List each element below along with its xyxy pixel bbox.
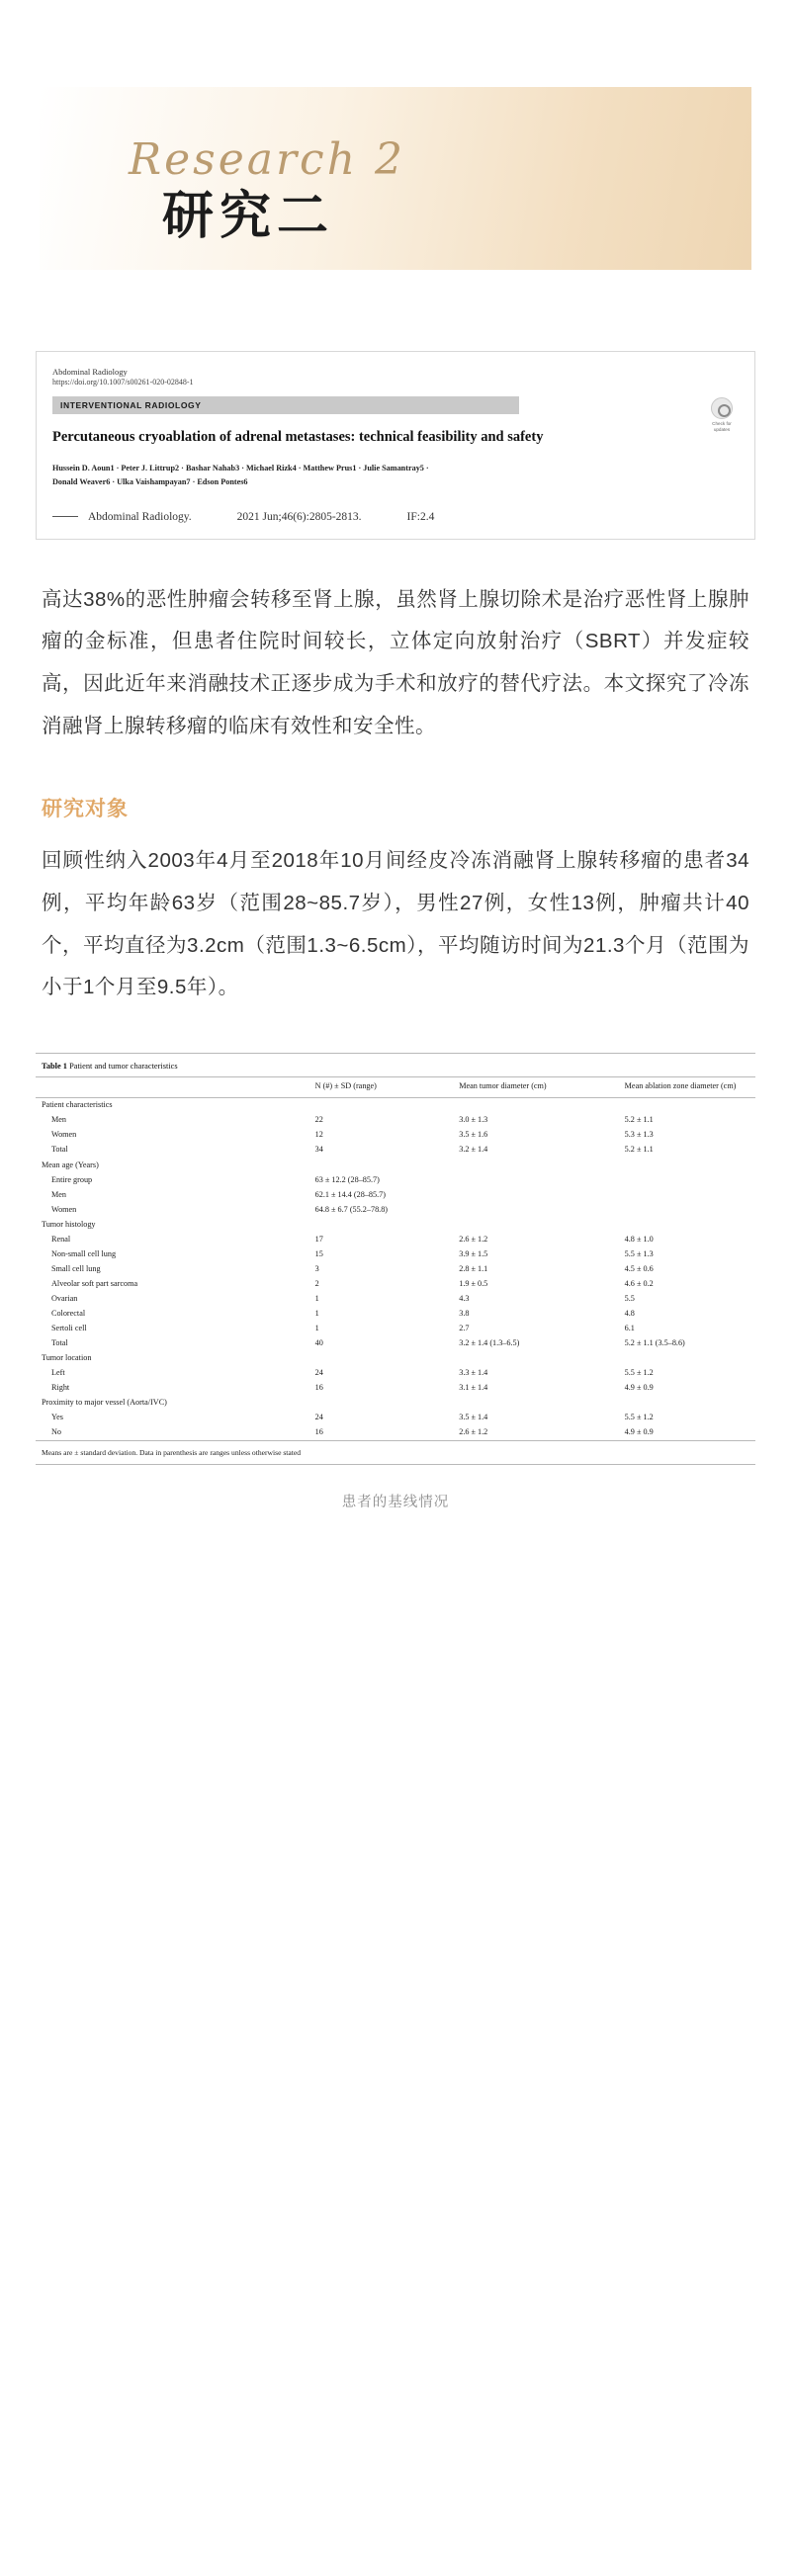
table-cell bbox=[309, 1217, 454, 1232]
table-cell: 40 bbox=[314, 1337, 323, 1347]
table-cell: Ovarian bbox=[51, 1293, 78, 1303]
table-cell: Mean age (Years) bbox=[42, 1159, 99, 1169]
table-cell: 2 bbox=[314, 1278, 319, 1288]
table-cell bbox=[619, 1202, 755, 1217]
table-cell bbox=[453, 1396, 618, 1411]
table-head bbox=[36, 1076, 755, 1097]
table-cell bbox=[619, 1187, 755, 1202]
table-cell: Tumor location bbox=[42, 1352, 92, 1362]
table-row bbox=[36, 1202, 755, 1217]
table-row bbox=[36, 1351, 755, 1366]
table-cell bbox=[619, 1098, 755, 1114]
table-cell bbox=[309, 1396, 454, 1411]
table-cell: 12 bbox=[314, 1130, 323, 1140]
table-figure bbox=[36, 1053, 755, 1465]
citation-impact-factor: IF:2.4 bbox=[406, 510, 435, 523]
table-col-2: Mean tumor diameter (cm) bbox=[453, 1076, 618, 1097]
table-cell bbox=[619, 1217, 755, 1232]
table-row bbox=[36, 1261, 755, 1276]
table-row bbox=[36, 1217, 755, 1232]
table-cell: Entire group bbox=[51, 1174, 93, 1184]
table-cell: 24 bbox=[314, 1413, 323, 1422]
table-cell bbox=[453, 1158, 618, 1172]
table-cell: Yes bbox=[51, 1413, 63, 1422]
table-row bbox=[36, 1336, 755, 1351]
table-cell: Patient characteristics bbox=[42, 1100, 113, 1110]
paper-doi[interactable]: https://doi.org/10.1007/s00261-020-02848-1 bbox=[52, 378, 194, 387]
table-row bbox=[36, 1425, 755, 1440]
table-cell: 3.2 ± 1.4 bbox=[459, 1145, 488, 1155]
table-cell: Small cell lung bbox=[51, 1263, 101, 1273]
table-cell bbox=[453, 1098, 618, 1114]
table-cell: 3.0 ± 1.3 bbox=[459, 1115, 488, 1125]
table-body bbox=[36, 1098, 755, 1440]
table-cell: 2.6 ± 1.2 bbox=[459, 1427, 488, 1437]
table-cell: Non-small cell lung bbox=[51, 1248, 117, 1258]
table-col-3: Mean ablation zone diameter (cm) bbox=[619, 1076, 755, 1097]
paper-authors bbox=[52, 462, 670, 489]
table-row bbox=[36, 1321, 755, 1335]
table-cell: 5.5 ± 1.2 bbox=[624, 1367, 654, 1377]
authors-line-1: Hussein D. Aoun1 · Peter J. Littrup2 · Bashar Nahab3 · Michael Rizk4 · Matthew Prus1 · Julie Samantray5 · bbox=[52, 463, 429, 472]
table-cell: 34 bbox=[314, 1145, 323, 1155]
table-row bbox=[36, 1128, 755, 1143]
table-row bbox=[36, 1232, 755, 1246]
patient-characteristics-table bbox=[36, 1054, 755, 1440]
citation-detail: 2021 Jun;46(6):2805-2813. bbox=[236, 510, 362, 523]
table-cell: Total bbox=[51, 1145, 68, 1155]
table-cell bbox=[453, 1202, 618, 1217]
table-row bbox=[36, 1187, 755, 1202]
table-row bbox=[36, 1113, 755, 1128]
table-row bbox=[36, 1246, 755, 1261]
table-cell bbox=[309, 1158, 454, 1172]
table-note: Means are ± standard deviation. Data in parenthesis are ranges unless otherwise stated bbox=[36, 1440, 755, 1464]
table-cell: 4.6 ± 0.2 bbox=[624, 1278, 654, 1288]
table-cell: 1 bbox=[314, 1308, 319, 1318]
table-cell: Sertoli cell bbox=[51, 1323, 87, 1332]
table-cell bbox=[309, 1098, 454, 1114]
crossmark-icon bbox=[711, 397, 733, 419]
table-label: Table 1 bbox=[42, 1061, 67, 1071]
table-cell bbox=[309, 1351, 454, 1366]
table-cell: 4.9 ± 0.9 bbox=[624, 1427, 654, 1437]
table-header-row bbox=[36, 1076, 755, 1097]
table-cell: 1 bbox=[314, 1323, 319, 1332]
table-cell bbox=[453, 1187, 618, 1202]
intro-paragraph: 高达38%的恶性肿瘤会转移至肾上腺，虽然肾上腺切除术是治疗恶性肾上腺肿瘤的金标准，但患者住院时间较长，立体定向放射治疗（SBRT）并发症较高，因此近年来消融技术正逐步成为手术和放疗的替代疗法。本文探究了冷冻消融肾上腺转移瘤的临床有效性和安全性。 bbox=[42, 587, 749, 737]
table-cell: Alveolar soft part sarcoma bbox=[51, 1278, 138, 1288]
citation-dash-icon bbox=[52, 516, 78, 517]
table-cell: 5.5 bbox=[624, 1293, 635, 1303]
table-col-1: N (#) ± SD (range) bbox=[309, 1076, 454, 1097]
table-cell bbox=[453, 1351, 618, 1366]
table-cell: Men bbox=[51, 1115, 67, 1125]
table-cell: 64.8 ± 6.7 (55.2–78.8) bbox=[314, 1204, 389, 1214]
table-cell: 2.7 bbox=[459, 1323, 470, 1332]
paper-preview-card bbox=[36, 351, 755, 540]
table-cell: Right bbox=[51, 1382, 70, 1392]
table-cell: 3.8 bbox=[459, 1308, 470, 1318]
table-cell: 3.1 ± 1.4 bbox=[459, 1382, 488, 1392]
table-cell: 16 bbox=[314, 1382, 323, 1392]
table-cell: Proximity to major vessel (Aorta/IVC) bbox=[42, 1398, 167, 1408]
table-cell: 2.8 ± 1.1 bbox=[459, 1263, 488, 1273]
table-cell: 5.3 ± 1.3 bbox=[624, 1130, 654, 1140]
table-cell: Renal bbox=[51, 1234, 71, 1244]
table-cell: 5.2 ± 1.1 bbox=[624, 1145, 654, 1155]
table-cell: 22 bbox=[314, 1115, 323, 1125]
table-cell: 3.9 ± 1.5 bbox=[459, 1248, 488, 1258]
table-caption bbox=[36, 1054, 755, 1076]
table-cell: 6.1 bbox=[624, 1323, 635, 1332]
table-row bbox=[36, 1366, 755, 1381]
paper-journal-name: Abdominal Radiology bbox=[52, 367, 128, 377]
table-row bbox=[36, 1291, 755, 1306]
table-cell: Left bbox=[51, 1367, 65, 1377]
table-cell bbox=[453, 1172, 618, 1187]
table-cell: No bbox=[51, 1427, 62, 1437]
header-banner bbox=[40, 87, 751, 270]
table-row bbox=[36, 1411, 755, 1425]
table-row bbox=[36, 1172, 755, 1187]
table-cell bbox=[619, 1158, 755, 1172]
banner-chinese-title: 研究二 bbox=[162, 186, 335, 246]
paper-title: Percutaneous cryoablation of adrenal metastases: technical feasibility and safety bbox=[52, 429, 544, 446]
banner-script-title: Research 2 bbox=[129, 134, 406, 185]
table-cell: 3.3 ± 1.4 bbox=[459, 1367, 488, 1377]
table-cell: 3 bbox=[314, 1263, 319, 1273]
citation-journal: Abdominal Radiology. bbox=[88, 510, 192, 523]
table-cell: 4.5 ± 0.6 bbox=[624, 1263, 654, 1273]
table-cell: 4.8 bbox=[624, 1308, 635, 1318]
table-cell: Total bbox=[51, 1337, 68, 1347]
table-row bbox=[36, 1158, 755, 1172]
paper-citation bbox=[52, 511, 739, 523]
subjects-paragraph: 回顾性纳入2003年4月至2018年10月间经皮冷冻消融肾上腺转移瘤的患者34例，平均年龄63岁（范围28~85.7岁），男性27例，女性13例，肿瘤共计40个，平均直径为3.2cm（范围1.3~6.5cm），平均随访时间为21.3个月（范围为小于1个月至9.5年）。 bbox=[42, 849, 749, 999]
table-row bbox=[36, 1306, 755, 1321]
table-cell: Women bbox=[51, 1130, 77, 1140]
table-cell: 1 bbox=[314, 1293, 319, 1303]
table-cell: 2.6 ± 1.2 bbox=[459, 1234, 488, 1244]
table-cell: 17 bbox=[314, 1234, 323, 1244]
table-cell bbox=[453, 1217, 618, 1232]
table-cell: Tumor histology bbox=[42, 1219, 96, 1229]
table-title: Patient and tumor characteristics bbox=[69, 1061, 178, 1071]
table-row bbox=[36, 1098, 755, 1114]
table-cell: 16 bbox=[314, 1427, 323, 1437]
figure-caption: 患者的基线情况 bbox=[341, 1494, 450, 1510]
table-cell: 3.2 ± 1.4 (1.3–6.5) bbox=[459, 1337, 520, 1347]
table-row bbox=[36, 1381, 755, 1396]
table-cell: 62.1 ± 14.4 (28–85.7) bbox=[314, 1189, 386, 1199]
section-heading-subjects: 研究对象 bbox=[42, 798, 129, 821]
crossmark-label: Check for updates bbox=[712, 421, 732, 432]
table-cell: 4.3 bbox=[459, 1293, 470, 1303]
table-row bbox=[36, 1396, 755, 1411]
table-cell: 5.5 ± 1.2 bbox=[624, 1413, 654, 1422]
crossmark-badge[interactable] bbox=[705, 397, 739, 432]
table-cell: 63 ± 12.2 (28–85.7) bbox=[314, 1174, 380, 1184]
table-cell: Men bbox=[51, 1189, 67, 1199]
table-cell: 3.5 ± 1.4 bbox=[459, 1413, 488, 1422]
table-row bbox=[36, 1276, 755, 1291]
table-cell bbox=[619, 1172, 755, 1187]
table-cell: 1.9 ± 0.5 bbox=[459, 1278, 488, 1288]
table-cell: 5.5 ± 1.3 bbox=[624, 1248, 654, 1258]
table-cell: 15 bbox=[314, 1248, 323, 1258]
table-cell: 5.2 ± 1.1 (3.5–8.6) bbox=[624, 1337, 685, 1347]
table-cell: 3.5 ± 1.6 bbox=[459, 1130, 488, 1140]
table-cell: Women bbox=[51, 1204, 77, 1214]
table-col-0 bbox=[36, 1076, 309, 1097]
table-cell: 4.9 ± 0.9 bbox=[624, 1382, 654, 1392]
authors-line-2: Donald Weaver6 · Ulka Vaishampayan7 · Edson Pontes6 bbox=[52, 476, 248, 486]
table-cell bbox=[619, 1351, 755, 1366]
paper-section-label: INTERVENTIONAL RADIOLOGY bbox=[52, 396, 519, 414]
table-cell: 5.2 ± 1.1 bbox=[624, 1115, 654, 1125]
table-cell bbox=[619, 1396, 755, 1411]
table-cell: Colorectal bbox=[51, 1308, 86, 1318]
table-cell: 4.8 ± 1.0 bbox=[624, 1234, 654, 1244]
article-page bbox=[0, 87, 791, 2576]
table-row bbox=[36, 1143, 755, 1158]
table-cell: 24 bbox=[314, 1367, 323, 1377]
